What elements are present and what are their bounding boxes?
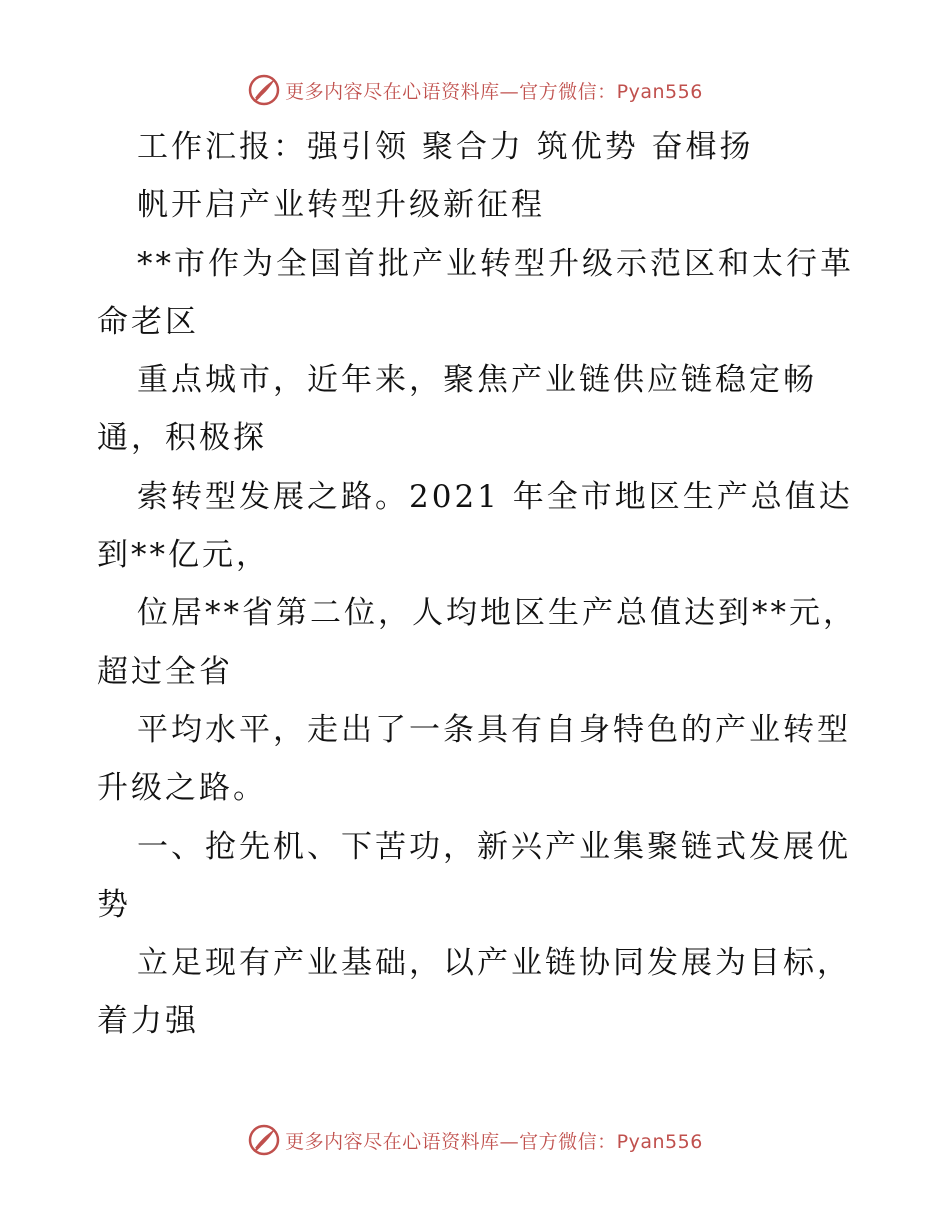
watermark-account: Pyan556	[616, 1130, 703, 1153]
text-line: 一、抢先机、下苦功，新兴产业集聚链式发展优	[137, 828, 851, 865]
watermark-account: Pyan556	[616, 80, 703, 103]
footer-watermark	[0, 1120, 950, 1160]
watermark-text: 更多内容尽在心语资料库—官方微信：Pyan556	[285, 1130, 703, 1153]
text-line: 着力强	[97, 1003, 199, 1040]
text-line: 升级之路。	[97, 770, 267, 807]
document-body	[97, 118, 867, 1051]
watermark-text: 更多内容尽在心语资料库—官方微信：Pyan556	[285, 80, 703, 103]
quill-seal-icon	[247, 1123, 281, 1157]
text-line: 索转型发展之路。2021 年全市地区生产总值达	[137, 478, 853, 515]
text-line: 命老区	[97, 303, 199, 340]
text-line: 位居**省第二位，人均地区生产总值达到**元，	[137, 595, 857, 632]
text-line: 势	[97, 886, 131, 923]
text-line: 立足现有产业基础，以产业链协同发展为目标，	[137, 945, 851, 982]
quill-seal-icon	[247, 73, 281, 107]
text-line: 帆开启产业转型升级新征程	[137, 187, 545, 224]
text-line: 工作汇报：强引领 聚合力 筑优势 奋楫扬	[137, 129, 754, 165]
text-line: 平均水平，走出了一条具有自身特色的产业转型	[137, 711, 851, 748]
text-line: 超过全省	[97, 653, 233, 690]
text-line: 到**亿元，	[97, 537, 270, 574]
header-watermark	[0, 70, 950, 110]
text-line: **市作为全国首批产业转型升级示范区和太行革	[137, 245, 854, 282]
text-line: 重点城市，近年来，聚焦产业链供应链稳定畅	[137, 362, 817, 399]
text-line: 通，积极探	[97, 420, 267, 457]
